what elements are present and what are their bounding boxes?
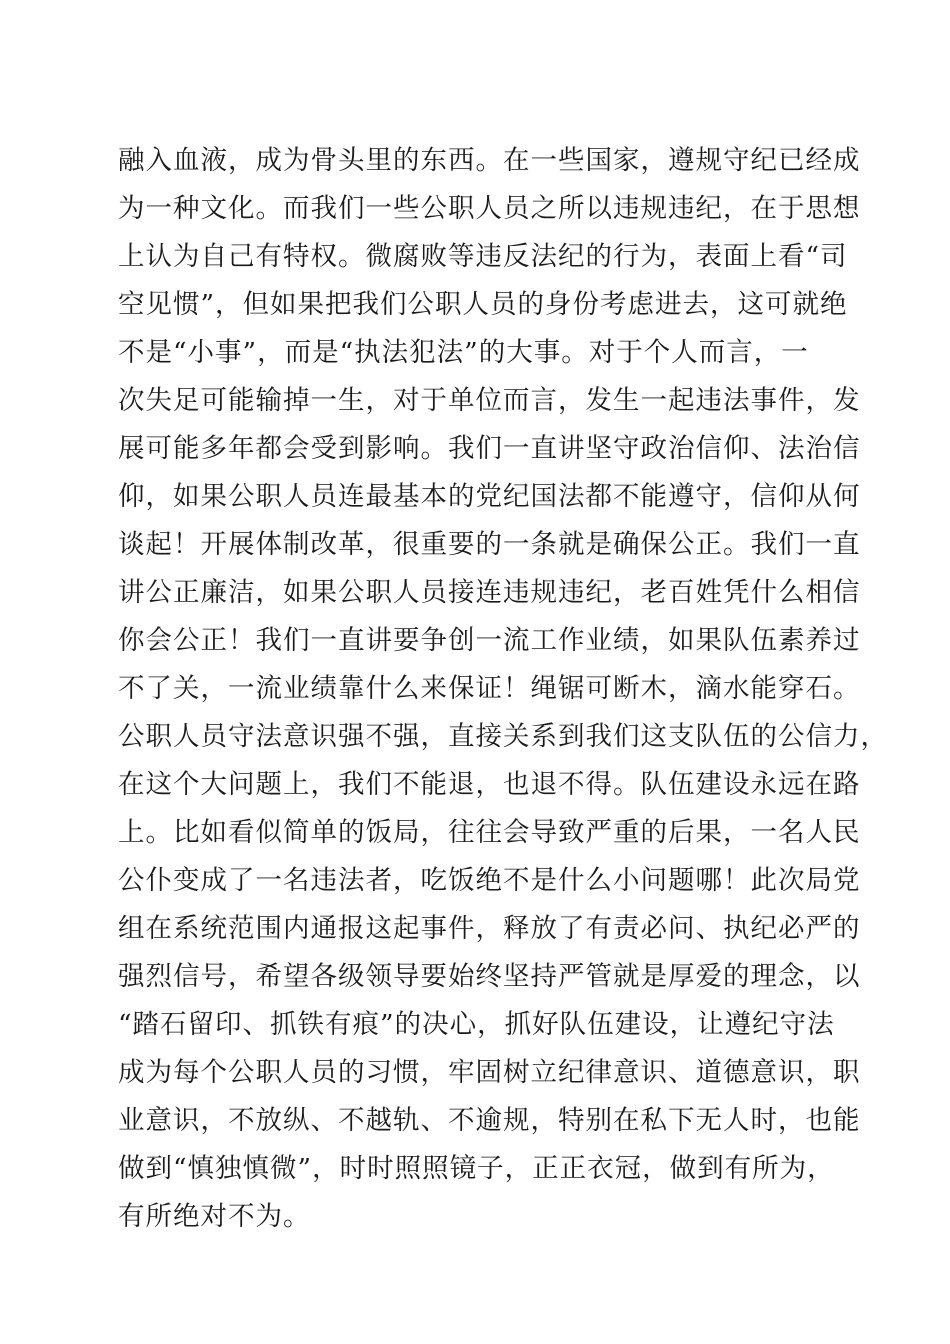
text-line: 谈起！开展体制改革，很重要的一条就是确保公正。我们一直 [118,529,861,560]
text-line: 展可能多年都会受到影响。我们一直讲坚守政治信仰、法治信 [118,433,861,464]
text-line: 公仆变成了一名违法者，吃饭绝不是什么小问题哪！此次局党 [118,865,861,896]
text-line: 讲公正廉洁，如果公职人员接连违规违纪，老百姓凭什么相信 [118,577,861,608]
text-line: 不是“小事”，而是“执法犯法”的大事。对于个人而言，一 [118,337,809,368]
text-line: 空见惯”，但如果把我们公职人员的身份考虑进去，这可就绝 [118,289,848,320]
text-line: 强烈信号，希望各级领导要始终坚持严管就是厚爱的理念，以 [118,961,861,992]
text-line: 组在系统范围内通报这起事件，释放了有责必问、执纪必严的 [118,913,861,944]
text-line: 有所绝对不为。 [118,1201,311,1232]
text-line: 为一种文化。而我们一些公职人员之所以违规违纪，在于思想 [118,193,861,224]
text-line: 上认为自己有特权。微腐败等违反法纪的行为，表面上看“司 [118,241,848,272]
text-line: 上。比如看似简单的饭局，往往会导致严重的后果，一名人民 [118,817,861,848]
text-line: 成为每个公职人员的习惯，牢固树立纪律意识、道德意识，职 [118,1057,861,1088]
text-line: 不了关，一流业绩靠什么来保证！绳锯可断木，滴水能穿石。 [118,673,861,704]
text-line: 融入血液，成为骨头里的东西。在一些国家，遵规守纪已经成 [118,145,861,176]
text-line: 做到“慎独慎微”，时时照照镜子，正正衣冠，做到有所为， [118,1153,835,1184]
text-line: 业意识，不放纵、不越轨、不逾规，特别在私下无人时，也能 [118,1105,861,1136]
text-line: 公职人员守法意识强不强，直接关系到我们这支队伍的公信力， [118,721,888,752]
text-line: 次失足可能输掉一生，对于单位而言，发生一起违法事件，发 [118,385,861,416]
text-line: 你会公正！我们一直讲要争创一流工作业绩，如果队伍素养过 [118,625,861,656]
text-line: 仰，如果公职人员连最基本的党纪国法都不能遵守，信仰从何 [118,481,861,512]
body-text [118,137,888,1241]
text-line: 在这个大问题上，我们不能退，也退不得。队伍建设永远在路 [118,769,861,800]
text-line: “踏石留印、抓铁有痕”的决心，抓好队伍建设，让遵纪守法 [118,1009,835,1040]
